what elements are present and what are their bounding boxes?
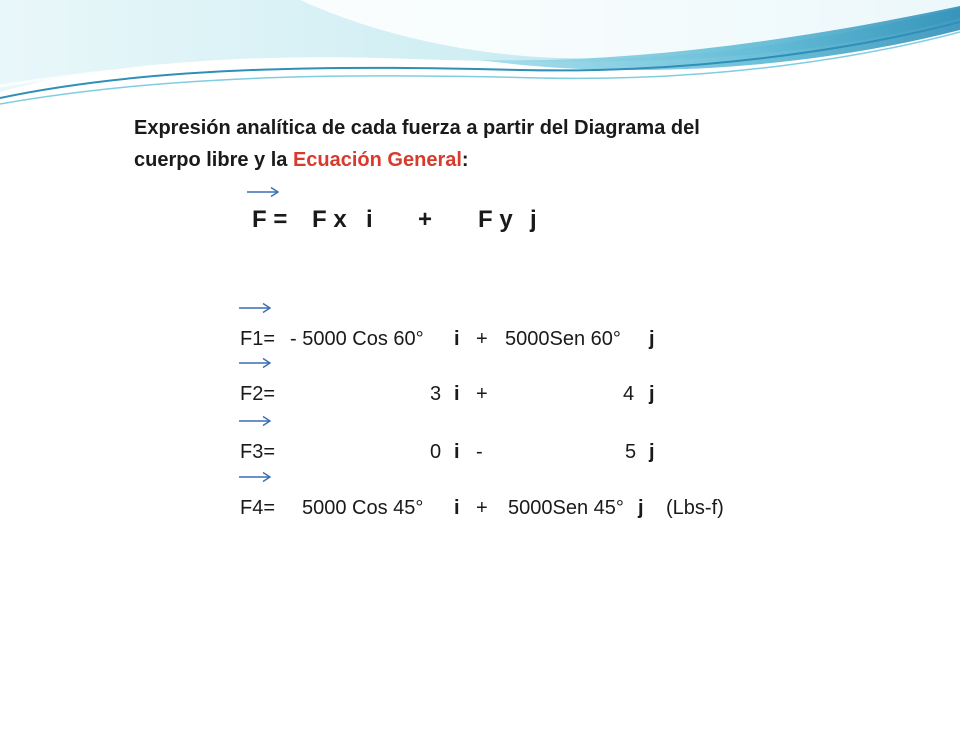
- force-x-term: - 5000 Cos 60°: [290, 328, 424, 350]
- equation-j: j: [530, 206, 537, 233]
- heading-line-2-suffix: :: [461, 149, 469, 171]
- force-y-term: 5000Sen 45°: [508, 497, 624, 519]
- heading-line-2: [134, 144, 854, 176]
- force-y-term: 5000Sen 60°: [505, 328, 621, 350]
- force-y-term: 5: [625, 441, 637, 463]
- slide-heading: [134, 112, 854, 176]
- right-arrow-icon: [238, 357, 272, 369]
- wave-decoration-icon: [0, 0, 960, 120]
- heading-line-1: Expresión analítica de cada fuerza a partir del Diagrama del: [134, 117, 700, 139]
- general-equation-label: Ecuación General: [292, 149, 462, 171]
- force-row-f3: [240, 438, 800, 466]
- equation-plus: +: [418, 206, 433, 233]
- unit-vector-i: i: [454, 497, 460, 519]
- unit-vector-j: j: [649, 328, 655, 350]
- force-x-term: 0: [430, 441, 442, 463]
- heading-line-2-prefix: cuerpo libre y la: [134, 149, 293, 171]
- force-operator: +: [476, 497, 488, 519]
- right-arrow-icon: [238, 471, 272, 483]
- equation-i: i: [366, 206, 373, 233]
- force-operator: +: [476, 383, 488, 405]
- force-name: F1=: [240, 328, 276, 350]
- equation-fx: F x: [312, 206, 347, 233]
- right-arrow-icon: [246, 186, 280, 198]
- right-arrow-icon: [238, 302, 272, 314]
- unit-vector-j: j: [638, 497, 644, 519]
- equation-lhs: F =: [252, 206, 288, 233]
- force-row-f4: [240, 494, 800, 522]
- unit-vector-j: j: [649, 383, 655, 405]
- force-row-f1: [240, 325, 800, 353]
- unit-vector-i: i: [454, 328, 460, 350]
- unit-vector-i: i: [454, 383, 460, 405]
- unit-vector-i: i: [454, 441, 460, 463]
- force-y-term: 4: [623, 383, 635, 405]
- force-row-f2: [240, 380, 800, 408]
- force-name: F2=: [240, 383, 276, 405]
- right-arrow-icon: [238, 415, 272, 427]
- force-x-term: 5000 Cos 45°: [302, 497, 424, 519]
- force-name: F3=: [240, 441, 276, 463]
- force-x-term: 3: [430, 383, 442, 405]
- force-operator: -: [476, 441, 483, 463]
- force-unit: (Lbs-f): [666, 497, 724, 519]
- equation-fy: F y: [478, 206, 513, 233]
- force-operator: +: [476, 328, 488, 350]
- force-name: F4=: [240, 497, 276, 519]
- unit-vector-j: j: [649, 441, 655, 463]
